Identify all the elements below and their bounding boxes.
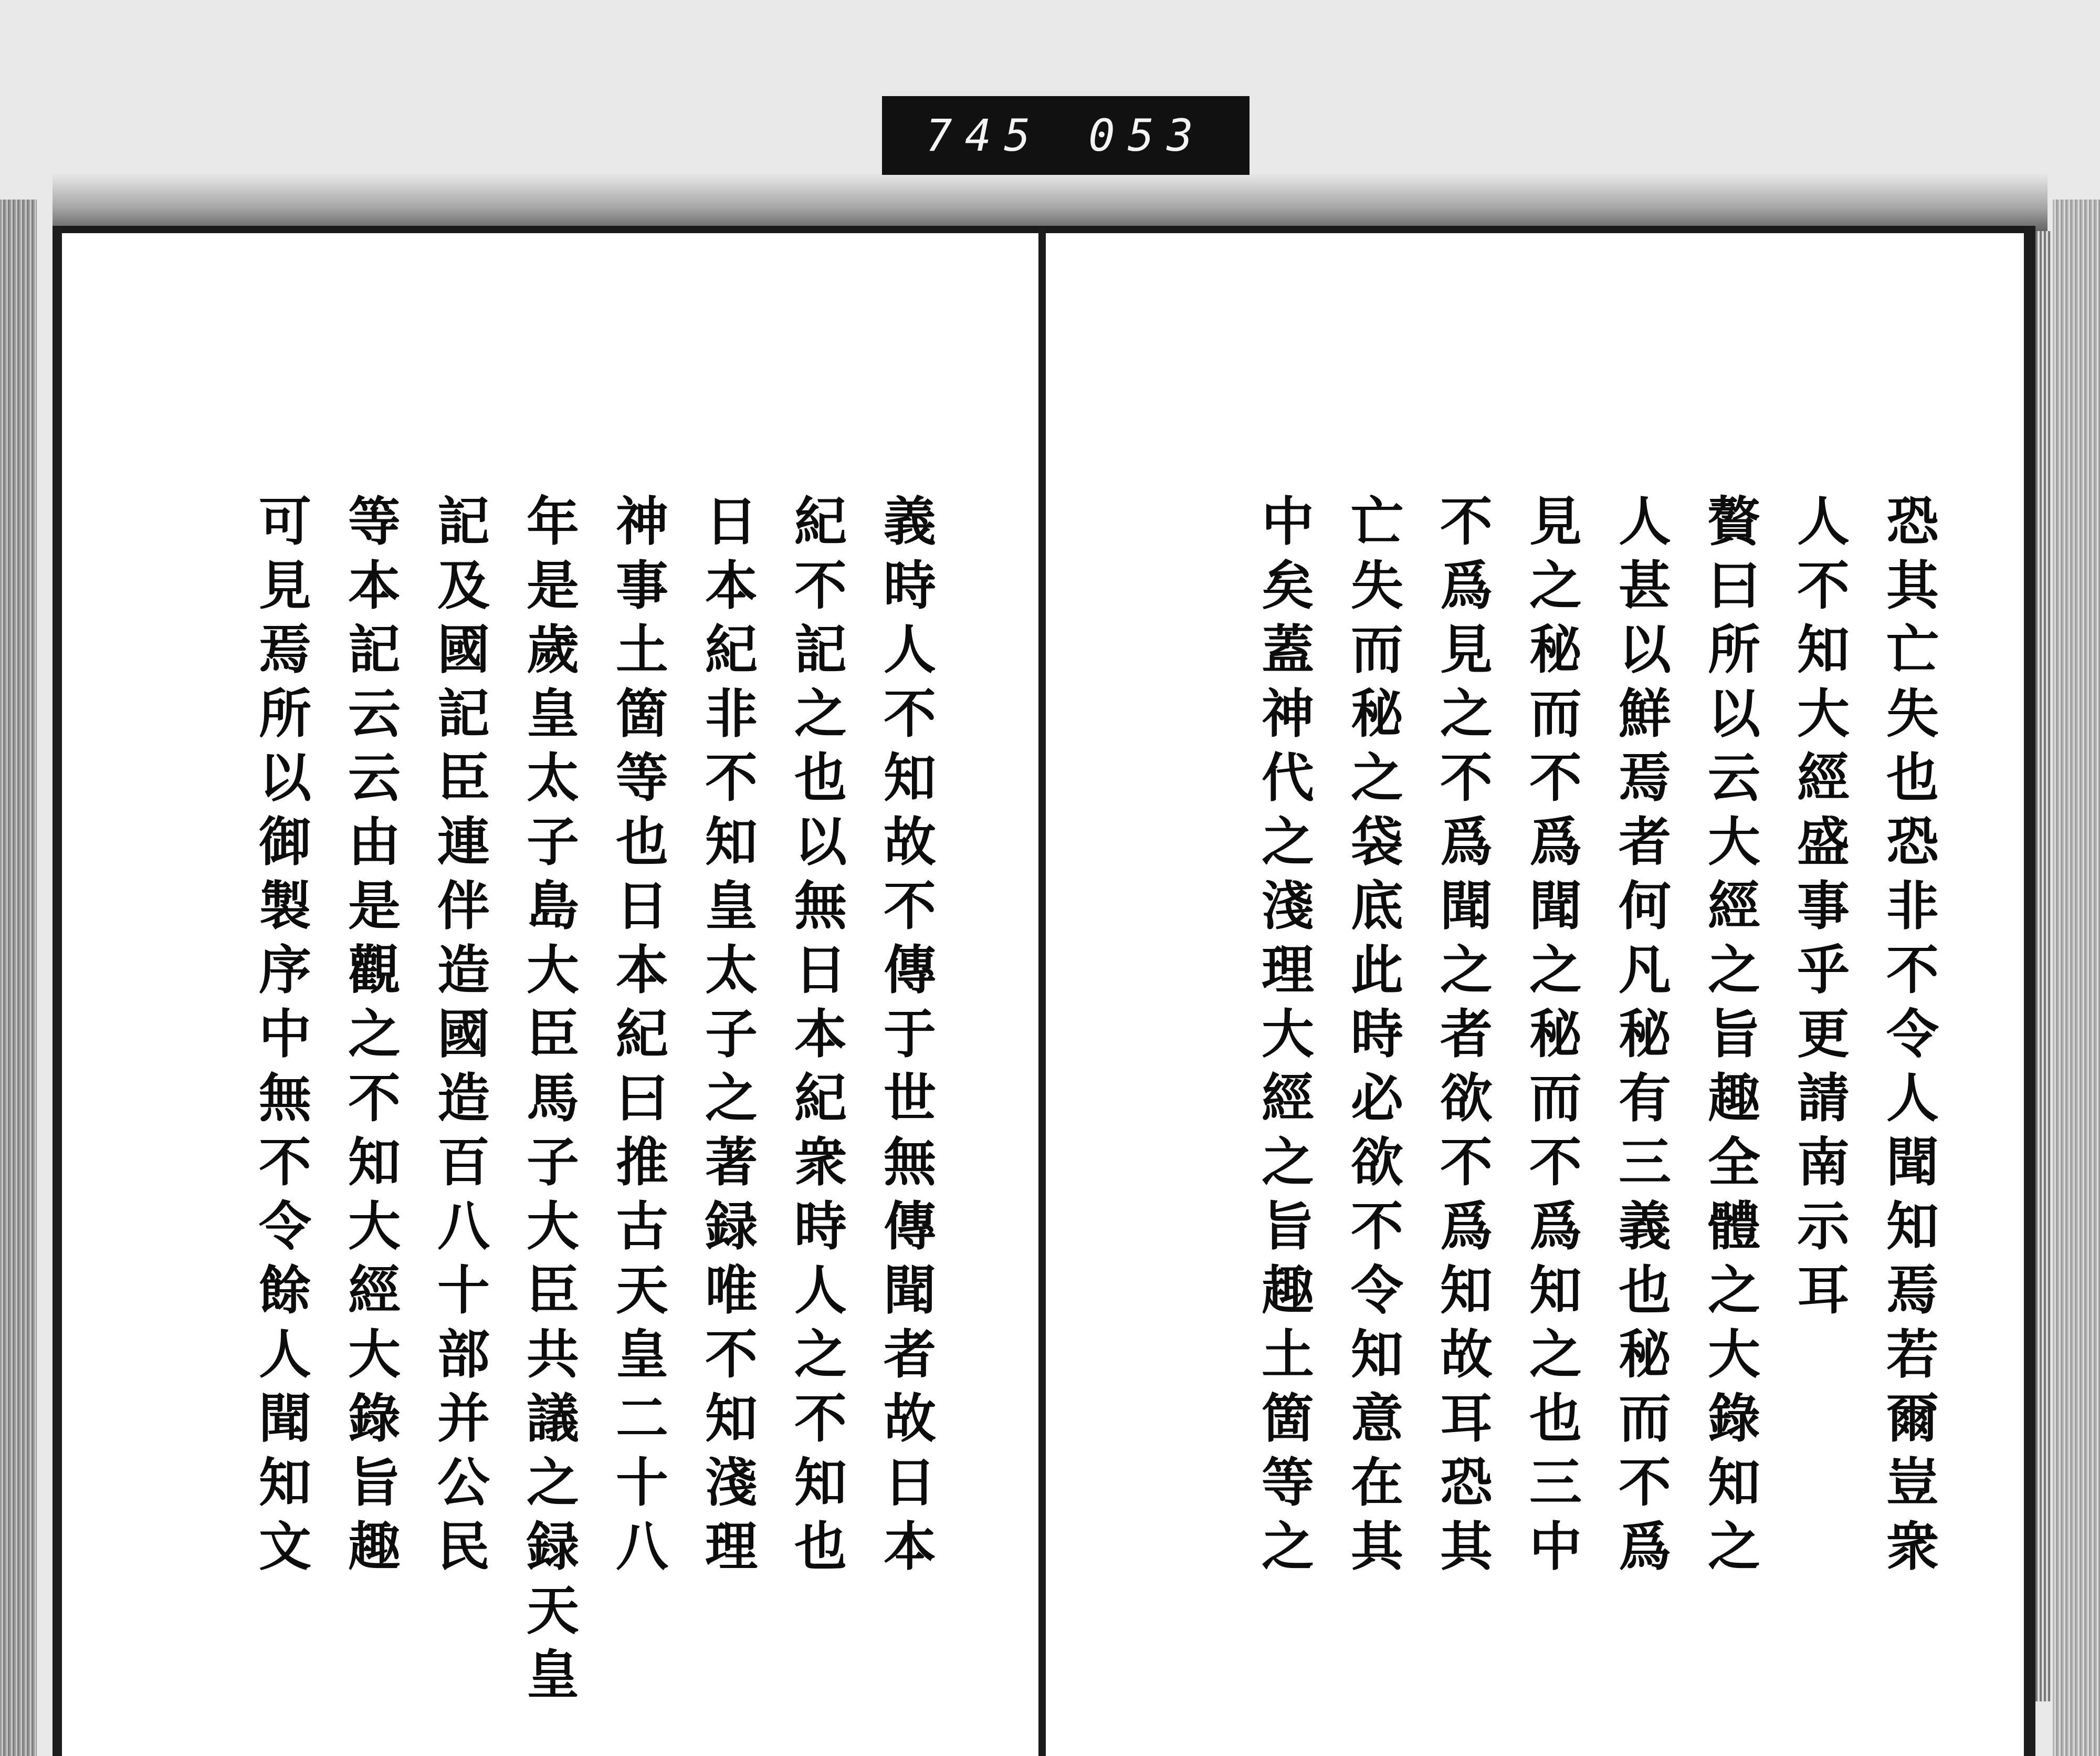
archive-number-right: 053 — [1088, 110, 1206, 161]
text-column: 人甚以鮮焉者何凡秘有三義也秘而不爲 — [1610, 494, 1672, 1583]
text-column: 紀不記之也以無日本紀衆時人之不知也 — [785, 494, 847, 1583]
text-column: 見之秘而不爲聞之秘而不爲知之也三中 — [1520, 494, 1582, 1583]
scanner-edge-left — [0, 200, 37, 1756]
archive-number-left: 745 — [926, 110, 1043, 161]
text-column: 亡失而秘之袋底此時必欲不令知意在其 — [1342, 494, 1404, 1583]
text-column: 日本紀非不知皇太子之著録唯不知淺理 — [696, 494, 758, 1583]
text-column: 可見焉所以御製序中無不令餘人聞知文 — [250, 494, 312, 1583]
text-column: 中矣蓋神代之淺理大經之旨趣土箇等之 — [1253, 494, 1315, 1583]
text-column: 贅曰所以云大經之旨趣全體之大錄知之 — [1699, 494, 1761, 1583]
left-page-text — [131, 494, 950, 1711]
book-gutter — [1038, 226, 1046, 1756]
scanner-edge-right — [2053, 200, 2100, 1756]
text-column: 不爲見之不爲聞之者欲不爲知故耳恐其 — [1431, 494, 1493, 1583]
right-page-text — [1134, 494, 1953, 1638]
page-fore-edge — [2035, 231, 2051, 1701]
text-column: 神事土箇等也日本紀曰推古天皇二十八 — [607, 494, 669, 1583]
text-column: 年是歲皇太子島大臣馬子大臣共議之録天皇 — [518, 494, 580, 1711]
text-column: 義時人不知故不傳于世無傳聞者故日本 — [875, 494, 937, 1583]
text-column: 恐其亡失也恐非不令人聞知焉若爾豈衆 — [1877, 494, 1939, 1583]
text-column: 記及國記臣連伴造國造百八十部并公民 — [428, 494, 490, 1583]
text-column: 人不知大經盛事乎更請南示耳 — [1788, 494, 1850, 1326]
text-column: 等本記云云由是觀之不知大經大錄旨趣 — [339, 494, 401, 1583]
archive-number-label — [882, 96, 1250, 175]
